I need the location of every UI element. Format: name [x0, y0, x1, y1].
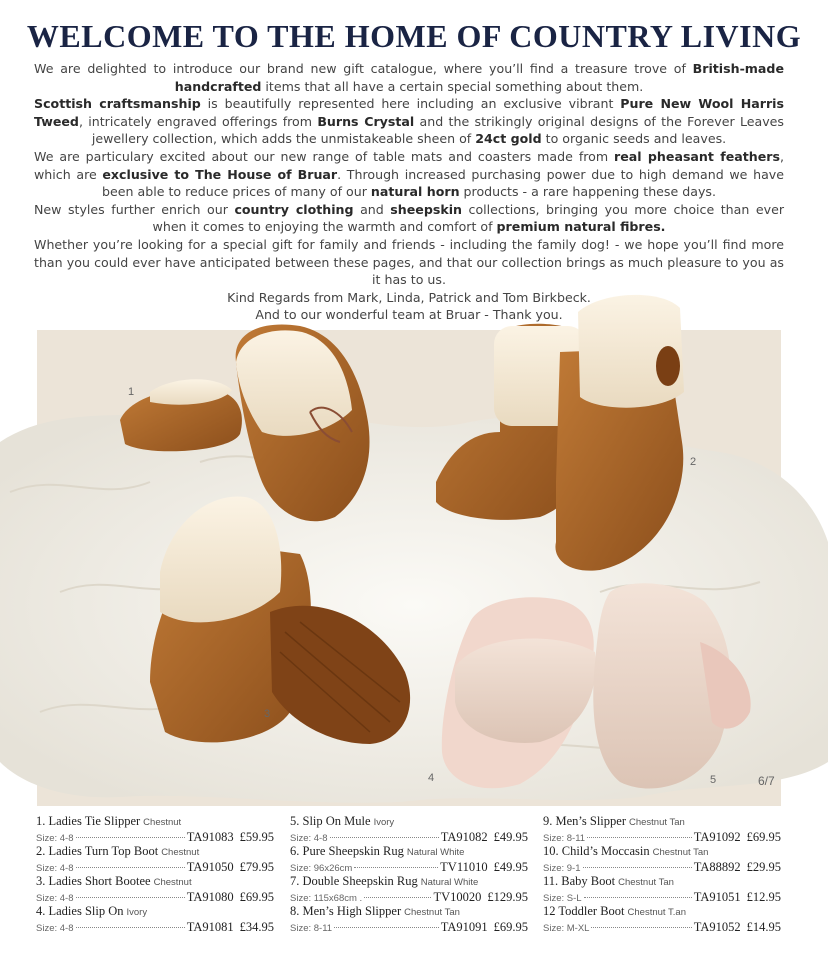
product-item: 6. Pure Sheepskin Rug Natural White Size: 96x26cm TV11010 £49.95 [290, 844, 528, 874]
product-item: 11. Baby Boot Chestnut Tan Size: S-L TA91051 £12.95 [543, 874, 781, 904]
product-column-3 [543, 814, 781, 934]
product-photo [0, 292, 828, 806]
product-item: 1. Ladies Tie Slipper Chestnut Size: 4-8 TA91083 £59.95 [36, 814, 274, 844]
callout-2: 2 [690, 456, 697, 468]
product-item: 3. Ladies Short Bootee Chestnut Size: 4-8 TA91080 £69.95 [36, 874, 274, 904]
product-item: 5. Slip On Mule Ivory Size: 4-8 TA91082 £49.95 [290, 814, 528, 844]
callout-5: 5 [710, 774, 717, 786]
intro-paragraph: Scottish craftsmanship is beautifully represented here including an exclusive vibrant Pure New Wool Harris Tweed, intricately engraved offerings from Burns Crystal and the strikingly original designs of the Forever Leaves jewellery collection, which adds the unmistakeable sheen of 24ct gold to organic seeds and leaves. [34, 96, 784, 147]
product-item: 12 Toddler Boot Chestnut T.an Size: M-XL TA91052 £14.95 [543, 904, 781, 934]
product-item: 9. Men’s Slipper Chestnut Tan Size: 8-11 TA91092 £69.95 [543, 814, 781, 844]
intro-paragraph: We are particulary excited about our new range of table mats and coasters made from real pheasant feathers, which are exclusive to The House of Bruar. Through increased purchasing power due to high demand we have been able to reduce prices of many of our natural horn products - a rare happening these days. [34, 148, 784, 200]
signoff-line: Kind Regards from Mark, Linda, Patrick and Tom Birkbeck. [227, 289, 591, 305]
sheepskin-products-illustration [0, 292, 828, 806]
product-column-1 [36, 814, 274, 934]
product-column-2 [290, 814, 528, 934]
intro-paragraph: New styles further enrich our country clothing and sheepskin collections, bringing you more choice than ever when it comes to enjoying the warmth and comfort of premium natural fibres. [34, 201, 785, 235]
callout-1: 1 [128, 386, 135, 398]
product-item: 2. Ladies Turn Top Boot Chestnut Size: 4-8 TA91050 £79.95 [36, 844, 274, 874]
intro-paragraph: Whether you’re looking for a special gift for family and friends - including the family dog! - we hope you’ll find more than you could ever have anticipated between these pages, and that our collection brings as much pleasure to you as it has to us. [34, 236, 784, 288]
page-number: 6/7 [758, 774, 775, 788]
page-title: WELCOME TO THE HOME OF COUNTRY LIVING [26, 18, 802, 54]
callout-4: 4 [428, 772, 435, 784]
product-item: 4. Ladies Slip On Ivory Size: 4-8 TA91081 £34.95 [36, 904, 274, 934]
thanks-line: And to our wonderful team at Bruar - Thank you. [255, 307, 563, 323]
product-item: 10. Child’s Moccasin Chestnut Tan Size: 9-1 TA88892 £29.95 [543, 844, 781, 874]
intro-text [34, 60, 784, 324]
product-item: 8. Men’s High Slipper Chestnut Tan Size: 8-11 TA91091 £69.95 [290, 904, 528, 934]
intro-paragraph: We are delighted to introduce our brand new gift catalogue, where you’ll find a treasure trove of British-made handcrafted items that all have a certain special something about them. [34, 61, 784, 94]
product-list [36, 814, 784, 944]
callout-3: 3 [264, 708, 271, 720]
product-item: 7. Double Sheepskin Rug Natural White Size: 115x68cm . TV10020 £129.95 [290, 874, 528, 904]
